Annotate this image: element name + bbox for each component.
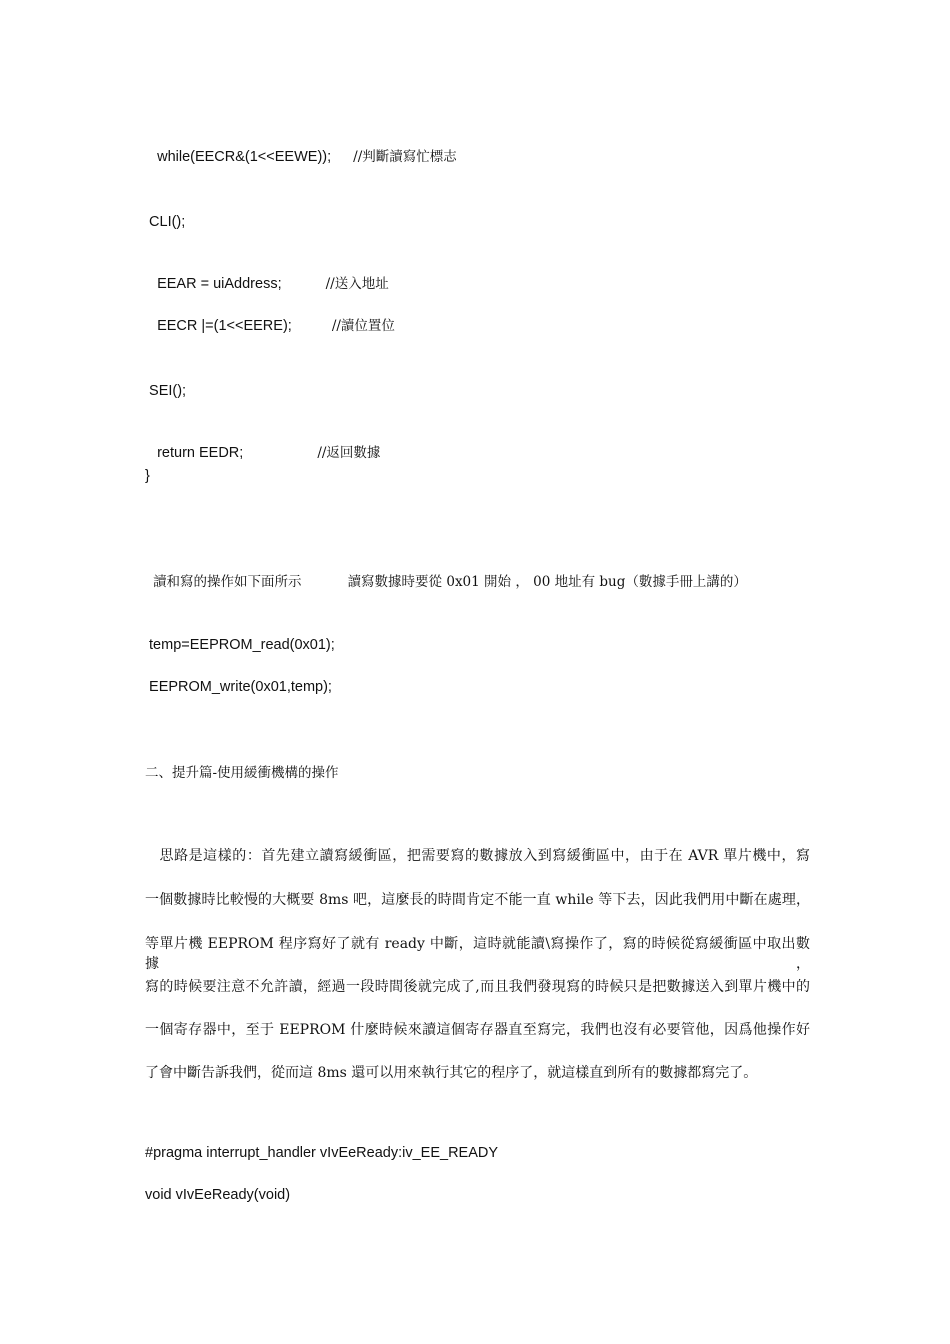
code-text: return EEDR; [153, 445, 244, 461]
code-line-pragma: #pragma interrupt_handler vIvEeReady:iv_EE_READY [145, 1145, 499, 1161]
code-comment: //判斷讀寫忙標志 [353, 149, 457, 165]
usage-note-left: 讀和寫的操作如下面所示 [153, 574, 302, 590]
paragraph-line: 一個數據時比較慢的大概要 8ms 吧，這麼長的時間肯定不能一直 while 等下去，因此我們用中斷在處理， [145, 892, 810, 908]
code-line-read: temp=EEPROM_read(0x01); [145, 637, 335, 653]
code-text: while(EECR&(1<<EEWE)); [153, 149, 332, 165]
usage-note-right: 讀寫數據時要從 0x01 開始 ， 00 地址有 bug（數據手冊上講的） [347, 574, 747, 590]
code-line-void: void vIvEeReady(void) [145, 1187, 291, 1203]
code-line-cli: CLI(); [145, 214, 186, 230]
code-comment: //送入地址 [325, 276, 389, 292]
code-line-write: EEPROM_write(0x01,temp); [145, 679, 332, 695]
paragraph-line: 等單片機 EEPROM 程序寫好了就有 ready 中斷，這時就能讀\寫操作了，寫的時候從寫緩衝區中取出數據， [145, 936, 810, 972]
code-line-return [145, 423, 380, 463]
section-heading: 二、提升篇-使用緩衝機構的操作 [145, 765, 339, 781]
code-line-while [145, 127, 457, 167]
code-comment: //返回數據 [317, 445, 381, 461]
code-close-brace: } [145, 468, 150, 484]
code-line-eear [145, 254, 389, 294]
paragraph-line: 寫的時候要注意不允許讀，經過一段時間後就完成了,而且我們發現寫的時候只是把數據送入到單片機中的 [145, 979, 810, 995]
code-line-sei: SEI(); [145, 383, 187, 399]
paragraph-line: 一個寄存器中，至于 EEPROM 什麼時候來讀這個寄存器直至寫完，我們也沒有必要管他，因爲他操作好 [145, 1022, 810, 1038]
code-line-eecr [145, 296, 395, 336]
paragraph-line: 了會中斷告訴我們，從而這 8ms 還可以用來執行其它的程序了，就這樣直到所有的數據都寫完了。 [145, 1065, 758, 1081]
usage-note [145, 552, 747, 592]
paragraph-line: 思路是這樣的：首先建立讀寫緩衝區，把需要寫的數據放入到寫緩衝區中，由于在 AVR 單片機中，寫 [145, 848, 810, 864]
code-text: EECR |=(1<<EERE); [153, 318, 292, 334]
code-text: EEAR = uiAddress; [153, 276, 282, 292]
code-comment: //讀位置位 [331, 318, 395, 334]
